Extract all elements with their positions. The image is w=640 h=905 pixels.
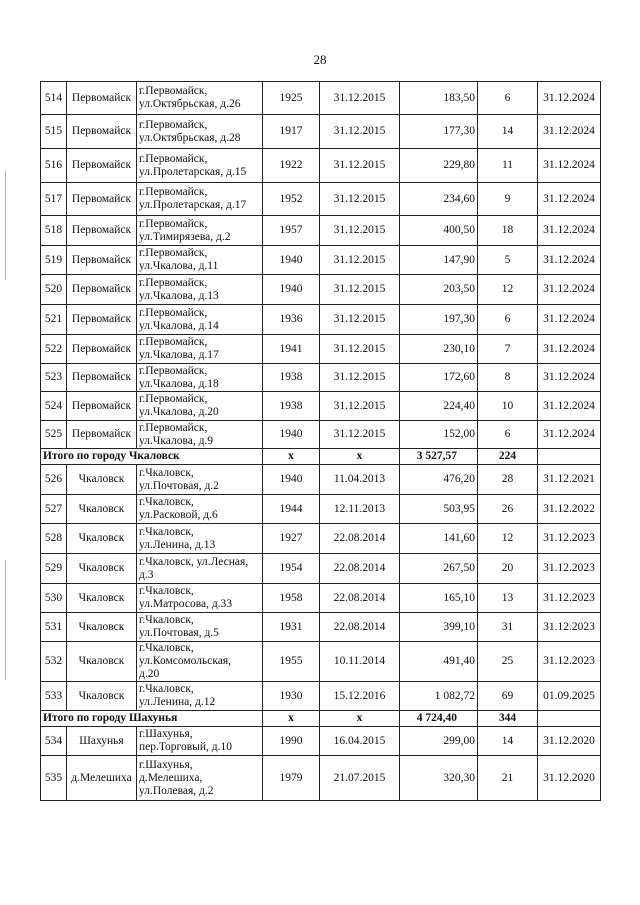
- address-line: г.Первомайск,: [139, 364, 208, 377]
- address-line: ул.Расковой, д.6: [139, 509, 218, 521]
- table-row: [41, 682, 601, 711]
- address-line: ул.Пролетарская, д.15: [139, 165, 247, 178]
- city-total-row: [41, 449, 601, 465]
- floor-area: 147,90: [400, 246, 478, 275]
- row-number: 524: [41, 392, 67, 421]
- table-row: [41, 524, 601, 554]
- address: [137, 275, 263, 305]
- year-built: 1940: [263, 465, 320, 495]
- municipality: Первомайск: [67, 364, 137, 392]
- row-number: 535: [41, 756, 67, 801]
- address-line: г.Первомайск,: [139, 247, 208, 259]
- planned-date: 31.12.2024: [538, 246, 601, 275]
- floor-area: 165,10: [400, 584, 478, 613]
- housing-registry-table: [40, 81, 601, 801]
- row-number: 521: [41, 305, 67, 335]
- year-built: 1936: [263, 305, 320, 335]
- scan-edge-mark: [5, 170, 6, 280]
- address-line: г.Чкаловск,: [139, 525, 194, 538]
- residents-count: 21: [478, 756, 538, 801]
- floor-area: 203,50: [400, 275, 478, 305]
- planned-date: 31.12.2024: [538, 183, 601, 216]
- row-number: 529: [41, 554, 67, 584]
- address-line: ул.Чкалова, д.17: [139, 349, 219, 361]
- planned-date: 31.12.2024: [538, 82, 601, 115]
- address-line: г.Первомайск,: [139, 393, 208, 405]
- row-number: 514: [41, 82, 67, 115]
- row-number: 527: [41, 495, 67, 524]
- address-line: г.Чкаловск,: [139, 496, 194, 508]
- address-line: г.Чкаловск,: [139, 642, 194, 654]
- recognition-date: 22.08.2014: [320, 524, 400, 554]
- year-built: 1957: [263, 216, 320, 246]
- year-built: 1958: [263, 584, 320, 613]
- residents-count: 25: [478, 642, 538, 682]
- floor-area: 234,60: [400, 183, 478, 216]
- address-line: г.Первомайск,: [139, 306, 208, 319]
- page-number: 28: [313, 52, 327, 67]
- table-row: [41, 392, 601, 421]
- municipality: Первомайск: [67, 246, 137, 275]
- recognition-date: 12.11.2013: [320, 495, 400, 524]
- address-line: г.Первомайск,: [139, 186, 208, 198]
- year-built: 1917: [263, 115, 320, 149]
- residents-count: 12: [478, 524, 538, 554]
- municipality: Чкаловск: [67, 554, 137, 584]
- address-line: г.Первомайск,: [139, 276, 208, 289]
- city-total-row: [41, 711, 601, 727]
- address-line: ул.Матросова, д.33: [139, 598, 233, 610]
- total-residents: 344: [478, 711, 538, 727]
- recognition-date: 21.07.2015: [320, 756, 400, 801]
- municipality: Чкаловск: [67, 584, 137, 613]
- floor-area: 491,40: [400, 642, 478, 682]
- planned-date: 31.12.2022: [538, 495, 601, 524]
- table-row: [41, 495, 601, 524]
- address-line: г.Чкаловск,: [139, 466, 194, 479]
- table-row: [41, 305, 601, 335]
- row-number: 522: [41, 335, 67, 364]
- year-built: 1940: [263, 246, 320, 275]
- table-row: [41, 216, 601, 246]
- table-row: [41, 82, 601, 115]
- municipality: Чкаловск: [67, 495, 137, 524]
- row-number: 523: [41, 364, 67, 392]
- total-year: х: [263, 449, 320, 465]
- address: [137, 584, 263, 613]
- residents-count: 14: [478, 727, 538, 756]
- address-line: ул.Чкалова, д.14: [139, 319, 219, 332]
- row-number: 519: [41, 246, 67, 275]
- address-line: ул.Октябрьская, д.26: [139, 98, 241, 110]
- residents-count: 12: [478, 275, 538, 305]
- municipality: Первомайск: [67, 305, 137, 335]
- planned-date: 31.12.2024: [538, 421, 601, 449]
- address: [137, 465, 263, 495]
- municipality: Первомайск: [67, 82, 137, 115]
- municipality: Первомайск: [67, 216, 137, 246]
- floor-area: 320,30: [400, 756, 478, 801]
- floor-area: 177,30: [400, 115, 478, 149]
- municipality: Первомайск: [67, 149, 137, 183]
- residents-count: 5: [478, 246, 538, 275]
- address-line: ул.Октябрьская, д.28: [139, 131, 241, 144]
- year-built: 1979: [263, 756, 320, 801]
- residents-count: 31: [478, 613, 538, 642]
- row-number: 518: [41, 216, 67, 246]
- residents-count: 13: [478, 584, 538, 613]
- recognition-date: 31.12.2015: [320, 364, 400, 392]
- planned-date: 31.12.2023: [538, 584, 601, 613]
- address: [137, 392, 263, 421]
- floor-area: 267,50: [400, 554, 478, 584]
- address-line: д.20: [139, 668, 160, 680]
- address-line: ул.Комсомольская,: [139, 655, 232, 667]
- year-built: 1941: [263, 335, 320, 364]
- total-due: [538, 449, 601, 465]
- address: [137, 335, 263, 364]
- table-body: [41, 82, 601, 801]
- total-area: 3 527,57: [400, 449, 478, 465]
- row-number: 517: [41, 183, 67, 216]
- year-built: 1925: [263, 82, 320, 115]
- planned-date: 31.12.2023: [538, 613, 601, 642]
- address-line: ул.Чкалова, д.20: [139, 406, 219, 418]
- residents-count: 11: [478, 149, 538, 183]
- address: [137, 421, 263, 449]
- residents-count: 14: [478, 115, 538, 149]
- recognition-date: 31.12.2015: [320, 392, 400, 421]
- table-row: [41, 727, 601, 756]
- recognition-date: 10.11.2014: [320, 642, 400, 682]
- planned-date: 31.12.2020: [538, 727, 601, 756]
- recognition-date: 31.12.2015: [320, 246, 400, 275]
- row-number: 520: [41, 275, 67, 305]
- residents-count: 6: [478, 82, 538, 115]
- residents-count: 6: [478, 421, 538, 449]
- total-date: х: [320, 449, 400, 465]
- address-line: г.Первомайск,: [139, 421, 208, 434]
- planned-date: 31.12.2024: [538, 149, 601, 183]
- address-line: ул.Тимирязева, д.2: [139, 230, 231, 243]
- planned-date: 31.12.2020: [538, 756, 601, 801]
- address: [137, 216, 263, 246]
- address: [137, 682, 263, 711]
- address: [137, 149, 263, 183]
- recognition-date: 31.12.2015: [320, 149, 400, 183]
- floor-area: 230,10: [400, 335, 478, 364]
- address: [137, 82, 263, 115]
- table-row: [41, 584, 601, 613]
- residents-count: 6: [478, 305, 538, 335]
- address: [137, 756, 263, 801]
- row-number: 530: [41, 584, 67, 613]
- recognition-date: 31.12.2015: [320, 183, 400, 216]
- address-line: г.Шахунья,: [139, 728, 193, 740]
- address-line: д.3: [139, 568, 154, 581]
- row-number: 531: [41, 613, 67, 642]
- residents-count: 9: [478, 183, 538, 216]
- scan-edge-mark: [5, 560, 6, 680]
- planned-date: 31.12.2024: [538, 364, 601, 392]
- address-line: г.Первомайск,: [139, 85, 208, 97]
- address-line: ул.Полевая, д.2: [139, 784, 214, 797]
- floor-area: 141,60: [400, 524, 478, 554]
- municipality: Чкаловск: [67, 682, 137, 711]
- address: [137, 554, 263, 584]
- table-row: [41, 335, 601, 364]
- municipality: Первомайск: [67, 183, 137, 216]
- address-line: г.Первомайск,: [139, 217, 208, 230]
- planned-date: 31.12.2024: [538, 392, 601, 421]
- municipality: Чкаловск: [67, 524, 137, 554]
- address: [137, 183, 263, 216]
- municipality: Первомайск: [67, 115, 137, 149]
- address: [137, 246, 263, 275]
- row-number: 528: [41, 524, 67, 554]
- recognition-date: 22.08.2014: [320, 554, 400, 584]
- address: [137, 305, 263, 335]
- planned-date: 31.12.2024: [538, 216, 601, 246]
- year-built: 1952: [263, 183, 320, 216]
- address-line: ул.Почтовая, д.5: [139, 627, 219, 639]
- table-row: [41, 364, 601, 392]
- floor-area: 183,50: [400, 82, 478, 115]
- row-number: 515: [41, 115, 67, 149]
- address-line: ул.Почтовая, д.2: [139, 479, 219, 492]
- floor-area: 503,95: [400, 495, 478, 524]
- year-built: 1990: [263, 727, 320, 756]
- address-line: ул.Ленина, д.13: [139, 538, 216, 551]
- year-built: 1930: [263, 682, 320, 711]
- recognition-date: 31.12.2015: [320, 305, 400, 335]
- municipality: Чкаловск: [67, 613, 137, 642]
- row-number: 532: [41, 642, 67, 682]
- residents-count: 7: [478, 335, 538, 364]
- year-built: 1938: [263, 364, 320, 392]
- recognition-date: 31.12.2015: [320, 421, 400, 449]
- planned-date: 31.12.2023: [538, 554, 601, 584]
- planned-date: 31.12.2023: [538, 642, 601, 682]
- residents-count: 28: [478, 465, 538, 495]
- municipality: Чкаловск: [67, 465, 137, 495]
- municipality: Первомайск: [67, 275, 137, 305]
- address-line: г.Первомайск,: [139, 336, 208, 348]
- row-number: 516: [41, 149, 67, 183]
- residents-count: 8: [478, 364, 538, 392]
- address: [137, 613, 263, 642]
- residents-count: 20: [478, 554, 538, 584]
- floor-area: 229,80: [400, 149, 478, 183]
- address: [137, 642, 263, 682]
- row-number: 526: [41, 465, 67, 495]
- table-row: [41, 465, 601, 495]
- recognition-date: 22.08.2014: [320, 584, 400, 613]
- planned-date: 31.12.2024: [538, 275, 601, 305]
- total-label: Итого по городу Шахунья: [41, 711, 263, 727]
- year-built: 1922: [263, 149, 320, 183]
- recognition-date: 22.08.2014: [320, 613, 400, 642]
- floor-area: 476,20: [400, 465, 478, 495]
- table-row: [41, 613, 601, 642]
- address-line: пер.Торговый, д.10: [139, 741, 233, 753]
- recognition-date: 31.12.2015: [320, 335, 400, 364]
- table-row: [41, 183, 601, 216]
- municipality: Шахунья: [67, 727, 137, 756]
- year-built: 1938: [263, 392, 320, 421]
- recognition-date: 31.12.2015: [320, 275, 400, 305]
- planned-date: 31.12.2024: [538, 335, 601, 364]
- address-line: г.Чкаловск,: [139, 585, 194, 597]
- year-built: 1944: [263, 495, 320, 524]
- recognition-date: 15.12.2016: [320, 682, 400, 711]
- total-date: х: [320, 711, 400, 727]
- recognition-date: 31.12.2015: [320, 82, 400, 115]
- planned-date: 31.12.2024: [538, 305, 601, 335]
- year-built: 1931: [263, 613, 320, 642]
- total-year: х: [263, 711, 320, 727]
- address-line: ул.Чкалова, д.18: [139, 377, 219, 390]
- row-number: 525: [41, 421, 67, 449]
- row-number: 533: [41, 682, 67, 711]
- address: [137, 495, 263, 524]
- address-line: ул.Чкалова, д.13: [139, 289, 219, 302]
- planned-date: 31.12.2021: [538, 465, 601, 495]
- planned-date: 01.09.2025: [538, 682, 601, 711]
- address-line: ул.Чкалова, д.9: [139, 434, 214, 447]
- year-built: 1955: [263, 642, 320, 682]
- residents-count: 26: [478, 495, 538, 524]
- municipality: д.Мелешиха: [67, 756, 137, 801]
- total-residents: 224: [478, 449, 538, 465]
- address-line: ул.Чкалова, д.11: [139, 260, 219, 272]
- address-line: д.Мелешиха,: [139, 771, 203, 784]
- table-row: [41, 149, 601, 183]
- total-label: Итого по городу Чкаловск: [41, 449, 263, 465]
- municipality: Чкаловск: [67, 642, 137, 682]
- address: [137, 115, 263, 149]
- year-built: 1940: [263, 275, 320, 305]
- floor-area: 172,60: [400, 364, 478, 392]
- row-number: 534: [41, 727, 67, 756]
- year-built: 1954: [263, 554, 320, 584]
- table-row: [41, 756, 601, 801]
- floor-area: 399,10: [400, 613, 478, 642]
- address-line: г.Первомайск,: [139, 152, 208, 165]
- planned-date: 31.12.2023: [538, 524, 601, 554]
- address: [137, 364, 263, 392]
- table-row: [41, 115, 601, 149]
- table-row: [41, 554, 601, 584]
- address-line: г.Чкаловск,: [139, 683, 194, 695]
- residents-count: 10: [478, 392, 538, 421]
- floor-area: 1 082,72: [400, 682, 478, 711]
- address-line: г.Шахунья,: [139, 758, 193, 771]
- table-row: [41, 275, 601, 305]
- table-row: [41, 246, 601, 275]
- address: [137, 727, 263, 756]
- floor-area: 152,00: [400, 421, 478, 449]
- recognition-date: 31.12.2015: [320, 216, 400, 246]
- residents-count: 69: [478, 682, 538, 711]
- total-due: [538, 711, 601, 727]
- address-line: г.Чкаловск,: [139, 614, 194, 626]
- municipality: Первомайск: [67, 392, 137, 421]
- address-line: г.Первомайск,: [139, 118, 208, 131]
- residents-count: 18: [478, 216, 538, 246]
- address-line: ул.Пролетарская, д.17: [139, 199, 247, 211]
- address: [137, 524, 263, 554]
- table-row: [41, 642, 601, 682]
- recognition-date: 31.12.2015: [320, 115, 400, 149]
- address-line: ул.Ленина, д.12: [139, 696, 216, 708]
- total-area: 4 724,40: [400, 711, 478, 727]
- year-built: 1940: [263, 421, 320, 449]
- recognition-date: 11.04.2013: [320, 465, 400, 495]
- municipality: Первомайск: [67, 421, 137, 449]
- floor-area: 224,40: [400, 392, 478, 421]
- address-line: г.Чкаловск, ул.Лесная,: [139, 555, 249, 568]
- year-built: 1927: [263, 524, 320, 554]
- table-row: [41, 421, 601, 449]
- municipality: Первомайск: [67, 335, 137, 364]
- planned-date: 31.12.2024: [538, 115, 601, 149]
- floor-area: 400,50: [400, 216, 478, 246]
- floor-area: 197,30: [400, 305, 478, 335]
- floor-area: 299,00: [400, 727, 478, 756]
- recognition-date: 16.04.2015: [320, 727, 400, 756]
